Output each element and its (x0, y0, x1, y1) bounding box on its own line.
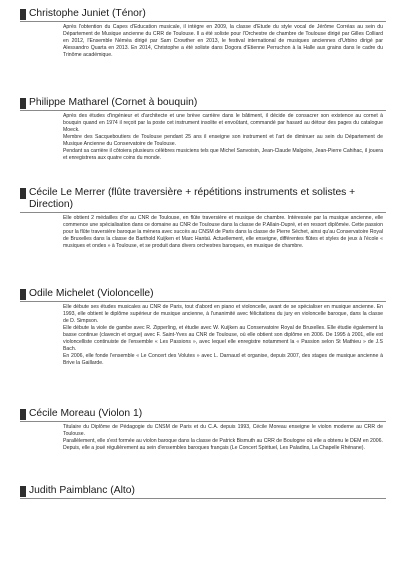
section-title: Christophe Juniet (Ténor) (29, 8, 146, 19)
section-heading (20, 8, 386, 22)
section-judith-paimblanc (20, 485, 386, 499)
section-body (63, 424, 383, 452)
section-body (63, 304, 383, 367)
section-cecile-moreau (20, 408, 386, 452)
section-heading (20, 288, 386, 302)
paragraph: Elle obtient 2 médailles d'or au CNR de Toulouse, en flûte traversière et musique de chambre. Intéressée par la musique ancienne, elle commence une spécialisation dans ce domaine au CNR de Toulouse dans la classe de P.Allain-Dupré, et en ressort diplômée. Cette passion pour la flûte traversière baroque la mènera avec succès au CNSM de Paris dans la classe de Pierre Séchet, ainsi qu'au Conservatoire Royal de Bruxelles dans la classe de Barthold Kuijken et Marc Hantaï. Actuellement, elle enseigne, différentes flûtes et styles de jeux à l'école « musiques et ondes » à Toulouse, et se produit dans divers orchestres baroques, en musique de chambre. (63, 215, 383, 249)
heading-marker-icon (20, 289, 26, 300)
paragraph: Après l'obtention du Capes d'Education musicale, il intègre en 2009, la classe d'Etude du style vocal de Jérôme Corréas au sein du Département de Musique ancienne du CRR de Toulouse. Il a été soliste pour l'Orchestre de chambre de Toulouse dirigé par Gilles Colliard en 2012, l'Ensemble Némèa dirigé par Sam Crowther en 2013, le festival international de musiques anciennes d'Urbino dirigé par Alessandro Quarta en 2013. En 2014, Christophe a été soliste dans Dogora d'Etienne Perruchon à la Halle aux grains dans le cadre du Trinôme académique. (63, 24, 383, 58)
section-heading (20, 97, 386, 111)
paragraph: Titulaire du Diplôme de Pédagogie du CNSM de Paris et du C.A. depuis 1993, Cécile Moreau enseigne le violon moderne au CRR de Toulouse. (63, 424, 383, 437)
heading-marker-icon (20, 409, 26, 420)
section-body (63, 215, 383, 250)
section-christophe-juniet (20, 8, 386, 59)
section-odile-michelet (20, 288, 386, 367)
section-title: Odile Michelet (Violoncelle) (29, 288, 154, 299)
section-title: Cécile Le Merrer (flûte traversière + répétitions instruments et solistes + Direction) (29, 187, 356, 210)
paragraph: Parallèlement, elle s'est formée au violon baroque dans la classe de Patrick Bismuth au CRR de Boulogne où elle a obtenu le DEM en 2006. (63, 437, 383, 444)
section-body (63, 113, 383, 162)
paragraph: Elle débute la viole de gambe avec R. Zipperling, et étudie avec W. Kuijken au Conservatoire Royal de Bruxelles. Elle étudie également la basse continue (clavecin et orgue) avec F. Saint-Yves au CNR de Toulouse, où elle obtient son diplôme en 2006. De 1995 à 2001, elle est violoncelliste continuiste de l'ensemble « Les Passions », avec lequel elle enregistre notamment la « Passion selon St Mathieu » de J.S Bach. (63, 324, 383, 352)
heading-marker-icon (20, 486, 26, 497)
paragraph: Elle débute ses études musicales au CNR de Paris, tout d'abord en piano et violoncelle, avant de se spécialiser en musique ancienne. En 1993, elle obtient le diplôme supérieur de musique ancienne, à l'unanimité avec félicitations du jury en violoncelle baroque, dans la classe de D. Simpson. (63, 304, 383, 324)
heading-marker-icon (20, 188, 26, 199)
paragraph: Après des études d'ingénieur et d'architecte et une brève carrière dans le bâtiment, il décide de consacrer son existence au cornet à bouquin quand en 1974 il reçoit par la poste cet instrument insolite et envoûtant, commandé par hasard au détour des pages du catalogue Moeck. (63, 113, 383, 133)
heading-marker-icon (20, 98, 26, 109)
section-title: Philippe Matharel (Cornet à bouquin) (29, 97, 198, 108)
paragraph: Membre des Sacqueboutiers de Toulouse pendant 25 ans il enseigne son instrument et l'art de diminuer au sein du Département de Musique Ancienne du Conservatoire de Toulouse. (63, 133, 383, 147)
heading-marker-icon (20, 9, 26, 20)
paragraph: En 2006, elle fonde l'ensemble « Le Concert des Volutes » avec L. Darnaud et organise, depuis 2007, des stages de musique ancienne à Brive la Gaillarde. (63, 352, 383, 366)
section-heading (20, 485, 386, 499)
section-heading (20, 187, 386, 213)
section-heading (20, 408, 386, 422)
section-philippe-matharel (20, 97, 386, 162)
section-cecile-le-merrer (20, 187, 386, 250)
paragraph: Depuis, elle a joué régulièrement au sein d'ensembles baroques français (Le Concert Spirituel, Les Paladins, La Chapelle Rhénane). (63, 444, 365, 451)
section-title: Cécile Moreau (Violon 1) (29, 408, 143, 419)
section-body (63, 24, 383, 59)
paragraph: Pendant sa carrière il côtoiera plusieurs célèbres musiciens tels que Michel Sanvoisin, Jean-Claude Malgoire, Jean-Pierre Cahihac, il jouera et enregistrera aux quatre coins du monde. (63, 147, 383, 161)
section-title: Judith Paimblanc (Alto) (29, 485, 135, 496)
